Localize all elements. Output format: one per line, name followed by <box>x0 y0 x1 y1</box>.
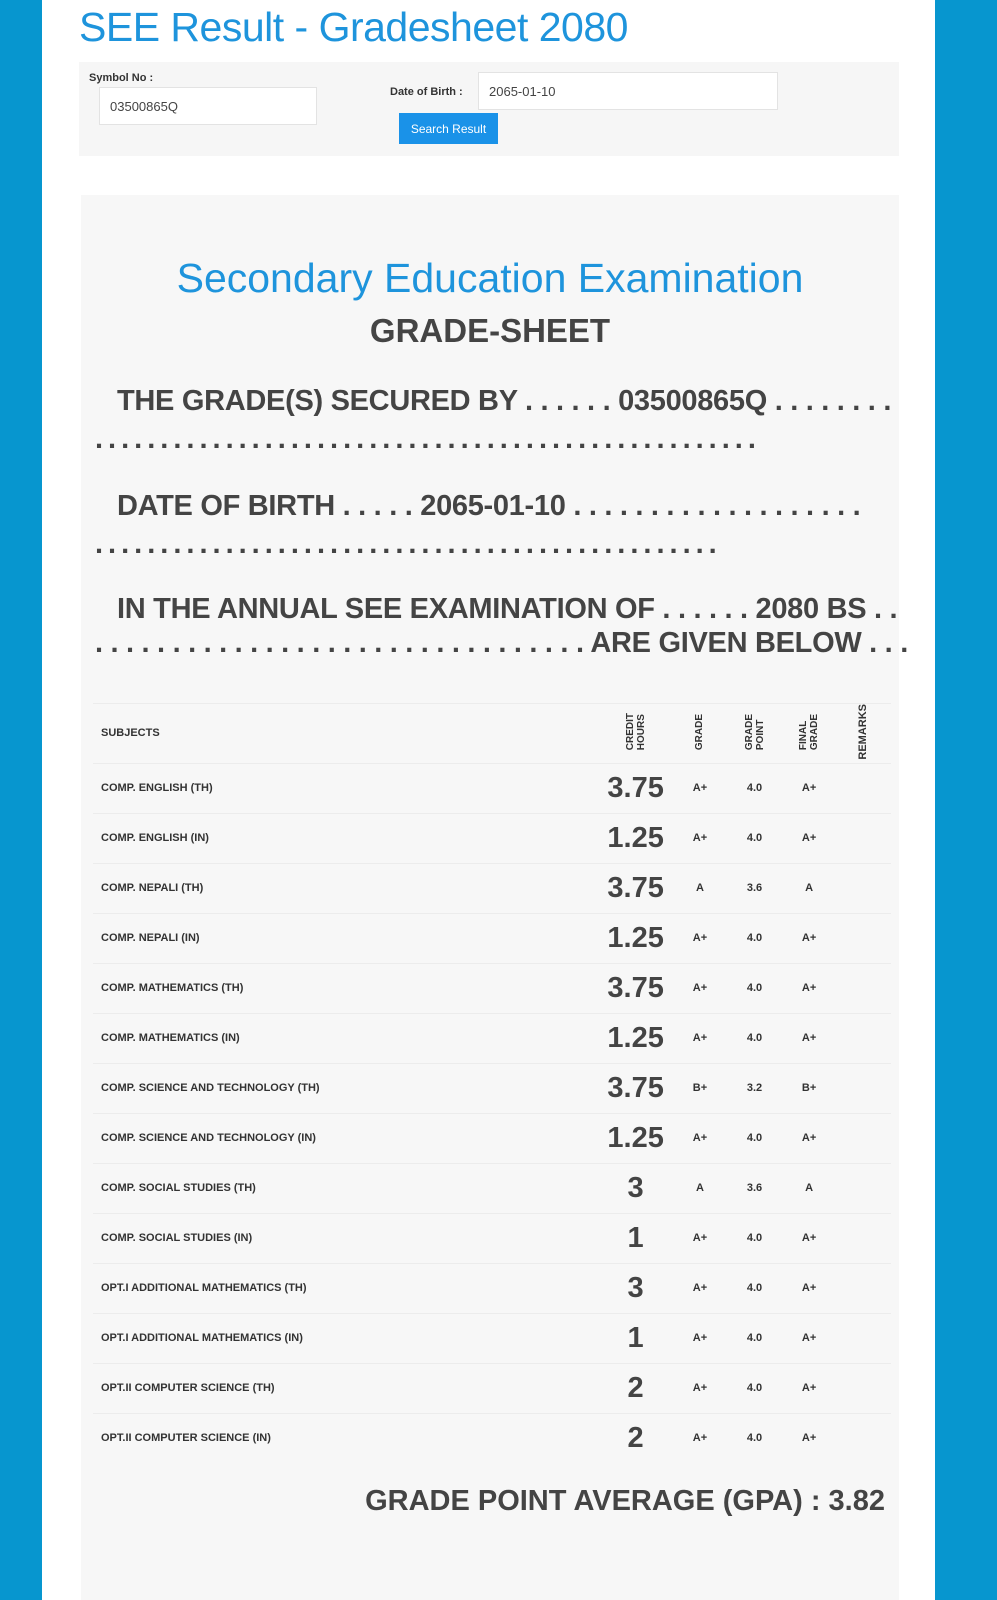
search-form <box>79 62 899 156</box>
remarks-cell <box>836 813 891 863</box>
table-row <box>93 763 891 813</box>
grade-point-cell: 4.0 <box>727 1113 782 1163</box>
grade-cell: A+ <box>673 813 728 863</box>
grade-cell: A+ <box>673 963 728 1013</box>
final-grade-cell: A+ <box>782 1363 837 1413</box>
header-grade-point: GRADE POINT <box>727 704 782 764</box>
table-header <box>93 704 891 764</box>
remarks-cell <box>836 1413 891 1463</box>
header-subjects: SUBJECTS <box>93 704 599 764</box>
credit-cell: 3.75 <box>599 963 673 1013</box>
remarks-cell <box>836 1113 891 1163</box>
grade-point-cell: 4.0 <box>727 963 782 1013</box>
subject-cell: COMP. ENGLISH (TH) <box>93 763 599 813</box>
table-row <box>93 1413 891 1463</box>
credit-cell: 3.75 <box>599 1063 673 1113</box>
page-title: SEE Result - Gradesheet 2080 <box>79 4 628 50</box>
given-below-line: . . . . . . . . . . . . . . . . . . . . . . . . . . . . . . . . ARE GIVEN BELOW . . . <box>95 627 908 659</box>
subject-cell: COMP. SOCIAL STUDIES (IN) <box>93 1213 599 1263</box>
grade-cell: A+ <box>673 1313 728 1363</box>
table-row <box>93 1113 891 1163</box>
table-row <box>93 1313 891 1363</box>
grade-point-cell: 4.0 <box>727 763 782 813</box>
grade-point-cell: 3.6 <box>727 863 782 913</box>
final-grade-cell: A+ <box>782 813 837 863</box>
final-grade-cell: A+ <box>782 1313 837 1363</box>
grade-cell: A+ <box>673 1363 728 1413</box>
grade-point-cell: 4.0 <box>727 1263 782 1313</box>
credit-cell: 1.25 <box>599 1013 673 1063</box>
remarks-cell <box>836 913 891 963</box>
subject-cell: COMP. SCIENCE AND TECHNOLOGY (IN) <box>93 1113 599 1163</box>
credit-cell: 1 <box>599 1213 673 1263</box>
subject-cell: COMP. NEPALI (IN) <box>93 913 599 963</box>
given-below: ARE GIVEN BELOW <box>590 627 862 659</box>
grade-cell: A+ <box>673 1113 728 1163</box>
subject-cell: COMP. SCIENCE AND TECHNOLOGY (TH) <box>93 1063 599 1113</box>
header-credit-hours: CREDIT HOURS <box>599 704 673 764</box>
secured-by-line: THE GRADE(S) SECURED BY . . . . . . 03500865Q . . . . . . . . <box>117 385 892 417</box>
credit-cell: 2 <box>599 1413 673 1463</box>
grade-sheet <box>81 195 908 1600</box>
header-remarks: REMARKS <box>836 704 891 764</box>
subject-cell: OPT.I ADDITIONAL MATHEMATICS (IN) <box>93 1313 599 1363</box>
grade-point-cell: 3.6 <box>727 1163 782 1213</box>
sheet-subtitle: GRADE-SHEET <box>369 312 611 349</box>
grades-table <box>93 703 891 1463</box>
remarks-cell <box>836 1263 891 1313</box>
header-grade: GRADE <box>673 704 728 764</box>
subject-cell: COMP. NEPALI (TH) <box>93 863 599 913</box>
final-grade-cell: A+ <box>782 1113 837 1163</box>
table-row <box>93 913 891 963</box>
remarks-cell <box>836 1213 891 1263</box>
credit-cell: 1.25 <box>599 1113 673 1163</box>
grade-point-cell: 4.0 <box>727 1363 782 1413</box>
search-result-button[interactable]: Search Result <box>399 113 498 144</box>
grade-cell: A+ <box>673 1013 728 1063</box>
table-row <box>93 1213 891 1263</box>
final-grade-cell: A <box>782 1163 837 1213</box>
grade-cell: A+ <box>673 1263 728 1313</box>
grade-point-cell: 4.0 <box>727 1313 782 1363</box>
table-row <box>93 813 891 863</box>
final-grade-cell: A+ <box>782 1213 837 1263</box>
subject-cell: COMP. SOCIAL STUDIES (TH) <box>93 1163 599 1213</box>
table-row <box>93 1263 891 1313</box>
dob-input[interactable]: 2065-01-10 <box>478 72 778 110</box>
grade-point-cell: 4.0 <box>727 813 782 863</box>
remarks-cell <box>836 963 891 1013</box>
gpa-line <box>365 1485 885 1518</box>
exam-year: 2080 BS <box>755 593 867 625</box>
dob-label-text: DATE OF BIRTH <box>117 490 335 522</box>
credit-cell: 1.25 <box>599 813 673 863</box>
grade-point-cell: 4.0 <box>727 1013 782 1063</box>
table-row <box>93 863 891 913</box>
table-row <box>93 1363 891 1413</box>
table-row <box>93 1063 891 1113</box>
symbol-input[interactable]: 03500865Q <box>99 87 317 125</box>
final-grade-cell: A+ <box>782 763 837 813</box>
subject-cell: COMP. MATHEMATICS (IN) <box>93 1013 599 1063</box>
grade-point-cell: 4.0 <box>727 1413 782 1463</box>
secured-by-label: THE GRADE(S) SECURED BY <box>117 385 518 417</box>
final-grade-cell: B+ <box>782 1063 837 1113</box>
symbol-label: Symbol No : <box>89 72 154 84</box>
credit-cell: 3 <box>599 1163 673 1213</box>
dob-value: 2065-01-10 <box>420 490 566 522</box>
grade-cell: A+ <box>673 1413 728 1463</box>
final-grade-cell: A+ <box>782 963 837 1013</box>
header-final-grade: FINAL GRADE <box>782 704 837 764</box>
gpa-label: GRADE POINT AVERAGE (GPA) : <box>365 1485 821 1517</box>
dob-line: DATE OF BIRTH . . . . . 2065-01-10 . . . . . . . . . . . . . . . . . . . <box>117 490 861 522</box>
exam-title: Secondary Education Examination <box>176 255 804 301</box>
grade-cell: A+ <box>673 1213 728 1263</box>
exam-line: IN THE ANNUAL SEE EXAMINATION OF . . . . . . 2080 BS . . <box>117 593 898 625</box>
subject-cell: OPT.I ADDITIONAL MATHEMATICS (TH) <box>93 1263 599 1313</box>
remarks-cell <box>836 1013 891 1063</box>
exam-label: IN THE ANNUAL SEE EXAMINATION OF <box>117 593 655 625</box>
subject-cell: OPT.II COMPUTER SCIENCE (TH) <box>93 1363 599 1413</box>
grade-point-cell: 3.2 <box>727 1063 782 1113</box>
final-grade-cell: A+ <box>782 913 837 963</box>
subject-cell: COMP. MATHEMATICS (TH) <box>93 963 599 1013</box>
remarks-cell <box>836 1063 891 1113</box>
grade-point-cell: 4.0 <box>727 1213 782 1263</box>
table-row <box>93 1013 891 1063</box>
credit-cell: 2 <box>599 1363 673 1413</box>
dots: ................................................ <box>95 528 722 560</box>
final-grade-cell: A <box>782 863 837 913</box>
grade-point-cell: 4.0 <box>727 913 782 963</box>
grade-cell: B+ <box>673 1063 728 1113</box>
grade-cell: A+ <box>673 763 728 813</box>
grade-cell: A <box>673 1163 728 1213</box>
dots: ................................................... <box>95 423 761 455</box>
dob-label: Date of Birth : <box>390 86 463 98</box>
credit-cell: 1 <box>599 1313 673 1363</box>
credit-cell: 3.75 <box>599 863 673 913</box>
final-grade-cell: A+ <box>782 1413 837 1463</box>
subject-cell: COMP. ENGLISH (IN) <box>93 813 599 863</box>
credit-cell: 1.25 <box>599 913 673 963</box>
gpa-value: 3.82 <box>828 1485 885 1517</box>
grade-cell: A+ <box>673 913 728 963</box>
credit-cell: 3 <box>599 1263 673 1313</box>
credit-cell: 3.75 <box>599 763 673 813</box>
remarks-cell <box>836 763 891 813</box>
subject-cell: OPT.II COMPUTER SCIENCE (IN) <box>93 1413 599 1463</box>
table-row <box>93 963 891 1013</box>
remarks-cell <box>836 1163 891 1213</box>
final-grade-cell: A+ <box>782 1013 837 1063</box>
final-grade-cell: A+ <box>782 1263 837 1313</box>
remarks-cell <box>836 1313 891 1363</box>
remarks-cell <box>836 1363 891 1413</box>
table-row <box>93 1163 891 1213</box>
symbol-number: 03500865Q <box>618 385 767 417</box>
page <box>42 0 935 1600</box>
remarks-cell <box>836 863 891 913</box>
grade-cell: A <box>673 863 728 913</box>
